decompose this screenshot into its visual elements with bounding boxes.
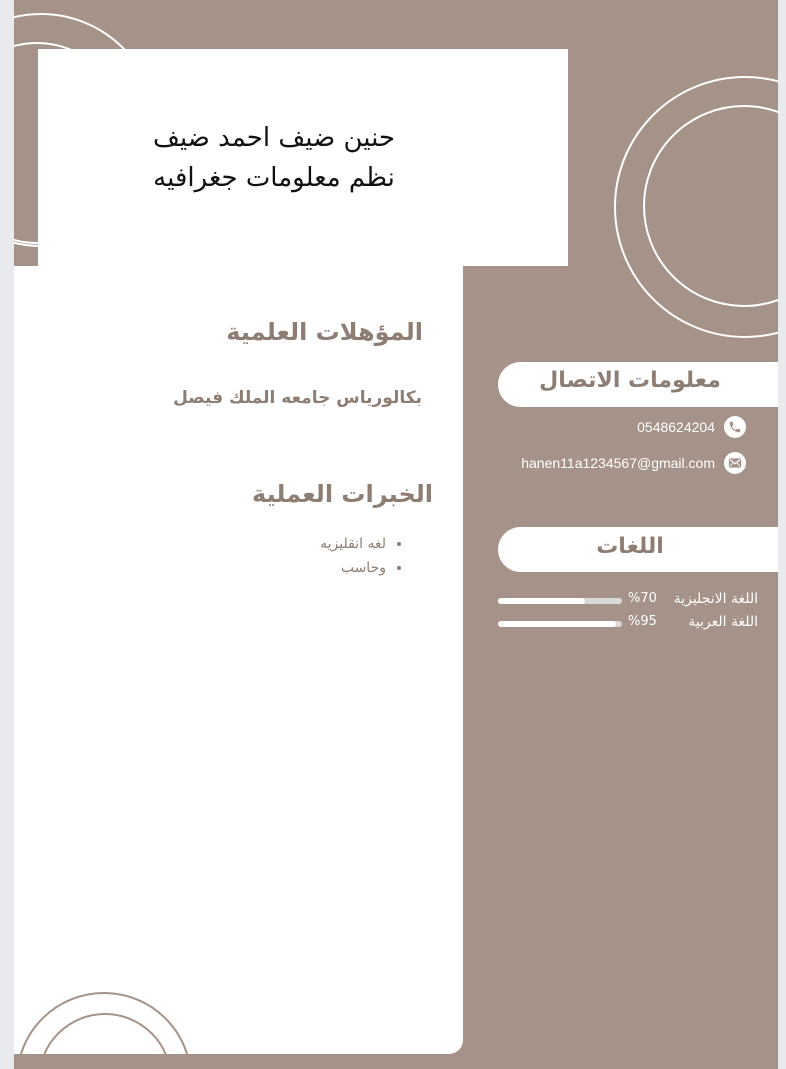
language-name: اللغة العربية bbox=[688, 614, 758, 630]
language-level-fill bbox=[498, 598, 585, 604]
header-block bbox=[74, 118, 474, 198]
email-address[interactable]: hanen11a1234567@gmail.com bbox=[521, 455, 715, 471]
language-level-bar bbox=[498, 598, 622, 604]
phone-icon bbox=[724, 416, 746, 438]
experience-list bbox=[320, 532, 402, 580]
language-row-arabic bbox=[498, 613, 758, 633]
experience-title: الخبرات العملية bbox=[252, 480, 433, 508]
mail-icon bbox=[724, 452, 746, 474]
person-name: حنين ضيف احمد ضيف bbox=[153, 123, 395, 153]
header-card-join bbox=[38, 248, 92, 268]
language-row-english bbox=[498, 590, 758, 610]
language-percent: %70 bbox=[628, 591, 657, 606]
person-major: نظم معلومات جغرافيه bbox=[153, 163, 395, 193]
cv-page bbox=[14, 0, 778, 1069]
language-name: اللغة الانجليزية bbox=[673, 591, 758, 607]
language-level-bar bbox=[498, 621, 622, 627]
experience-item: • وحاسب bbox=[320, 556, 386, 580]
contact-email-row bbox=[521, 451, 746, 475]
language-level-fill bbox=[498, 621, 616, 627]
contact-phone-row bbox=[637, 415, 746, 439]
main-column bbox=[14, 266, 463, 1054]
languages-title: اللغات bbox=[596, 534, 664, 559]
experience-item: • لغه انقليزيه bbox=[320, 532, 386, 556]
phone-number[interactable]: 0548624204 bbox=[637, 419, 715, 435]
contact-title: معلومات الاتصال bbox=[539, 368, 721, 393]
qualifications-text: بكالورياس جامعه الملك فيصل bbox=[173, 388, 422, 408]
language-percent: %95 bbox=[628, 614, 657, 629]
qualifications-title: المؤهلات العلمية bbox=[226, 318, 423, 346]
